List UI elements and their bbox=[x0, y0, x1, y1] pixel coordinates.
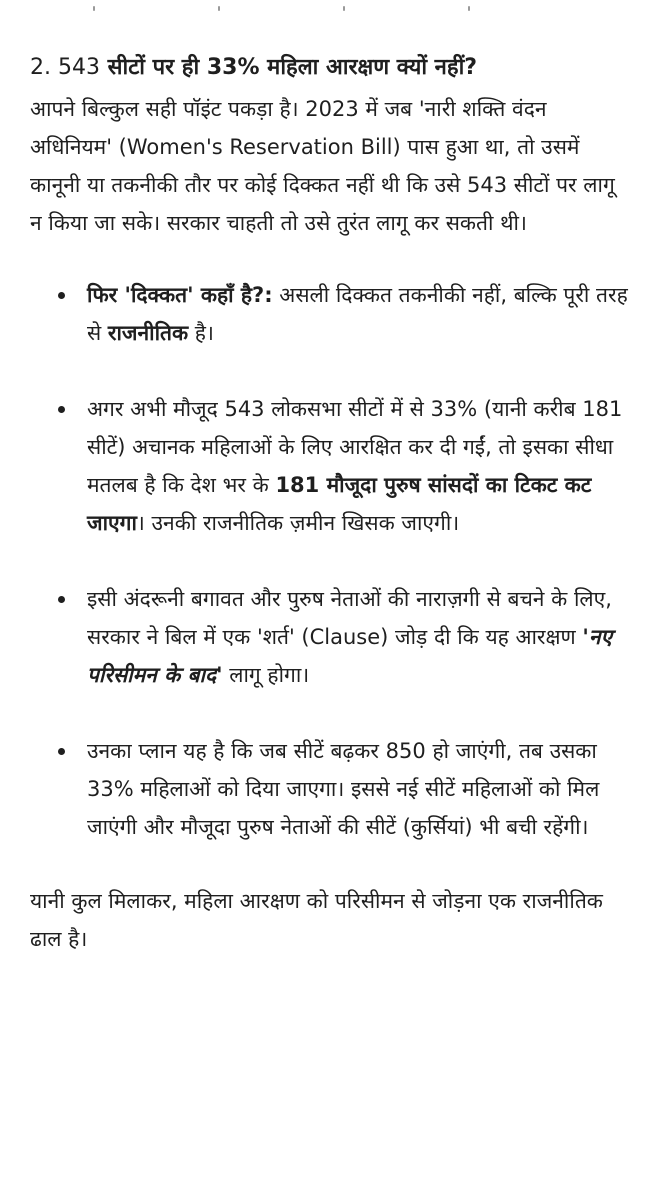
bullet-bold: राजनीतिक bbox=[107, 321, 189, 345]
bullet-icon bbox=[58, 406, 65, 413]
bullet-icon bbox=[58, 292, 65, 299]
bullet-italic: 'नए परिसीमन के बाद' bbox=[87, 625, 613, 687]
message-content bbox=[30, 52, 630, 958]
bullet-bold: 181 मौजूदा पुरुष सांसदों का टिकट कट जाएगा bbox=[87, 473, 592, 535]
edge-mark bbox=[343, 6, 345, 11]
edge-mark bbox=[218, 6, 220, 11]
bullet-text: असली दिक्कत तकनीकी नहीं, बल्कि पूरी तरह से bbox=[87, 283, 628, 345]
bullet-text: लागू होगा। bbox=[222, 663, 310, 687]
list-item bbox=[30, 390, 630, 542]
bullet-text: इसी अंदरूनी बगावत और पुरुष नेताओं की नाराज़गी से बचने के लिए, सरकार ने बिल में एक 'शर्त' (Clause) जोड़ दी कि यह आरक्षण bbox=[87, 587, 612, 649]
heading-text: सीटों पर ही 33% महिला आरक्षण क्यों नहीं? bbox=[99, 55, 478, 80]
bullet-text: उनका प्लान यह है कि जब सीटें बढ़कर 850 हो जाएंगी, तब उसका 33% महिलाओं को दिया जाएगा। इससे नई सीटें महिलाओं को मिल जाएंगी और मौजूदा पुरुष नेताओं की सीटें (कुर्सियां) भी बची रहेंगी। bbox=[87, 739, 600, 839]
bullet-text: अगर अभी मौजूद 543 लोकसभा सीटों में से 33% (यानी करीब 181 सीटें) अचानक महिलाओं के लिए आरक्षित कर दी गईं, तो इसका सीधा मतलब है कि देश भर के bbox=[87, 397, 623, 497]
closing-paragraph: यानी कुल मिलाकर, महिला आरक्षण को परिसीमन से जोड़ना एक राजनीतिक ढाल है। bbox=[30, 889, 603, 951]
list-item bbox=[30, 732, 630, 846]
section-heading bbox=[30, 52, 630, 84]
intro-paragraph: आपने बिल्कुल सही पॉइंट पकड़ा है। 2023 में जब 'नारी शक्ति वंदन अधिनियम' (Women's Reservation Bill) पास हुआ था, तो उसमें कानूनी या तकनीकी तौर पर कोई दिक्कत नहीं थी कि उसे 543 सीटों पर लागू न किया जा सके। सरकार चाहती तो उसे तुरंत लागू कर सकती थी। bbox=[30, 97, 615, 235]
bullet-icon bbox=[58, 596, 65, 603]
list-item bbox=[30, 276, 630, 352]
bullet-icon bbox=[58, 748, 65, 755]
bullet-text: । उनकी राजनीतिक ज़मीन खिसक जाएगी। bbox=[136, 511, 460, 535]
bullet-list bbox=[30, 276, 630, 846]
bullet-bold: फिर 'दिक्कत' कहाँ है?: bbox=[87, 283, 273, 307]
edge-mark bbox=[93, 6, 95, 11]
heading-number: 2. 543 bbox=[30, 55, 100, 80]
list-item bbox=[30, 580, 630, 694]
top-edge-marks bbox=[0, 6, 651, 16]
edge-mark bbox=[468, 6, 470, 11]
bullet-text: है। bbox=[188, 321, 214, 345]
